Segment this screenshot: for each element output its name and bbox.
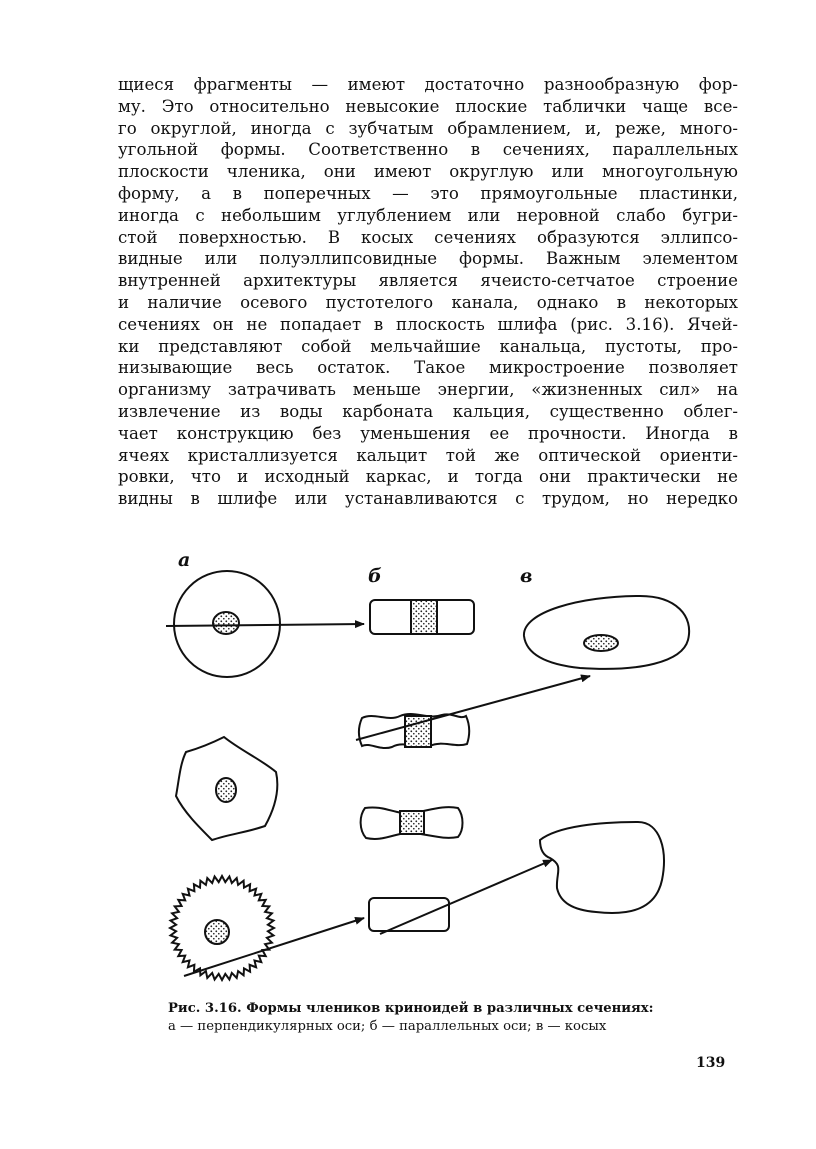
axial-canal [411, 600, 437, 634]
longitudinal-section [369, 898, 449, 931]
section-arrow [356, 676, 590, 740]
text-line: угольной формы. Соответственно в сечениях, параллельных [118, 140, 738, 160]
text-line: видны в шлифе или устанавливаются с трудом, но нередко [118, 489, 738, 509]
text-line: иногда с небольшим углублением или неровной слабо бугри- [118, 205, 738, 225]
text-line: видные или полуэллипсовидные формы. Важным элементом [118, 249, 738, 269]
caption-legend: а — перпендикулярных оси; б — параллельных оси; в — косых [168, 1019, 607, 1034]
text-line: сечениях он не попадает в плоскость шлифа (рис. 3.16). Ячей- [118, 314, 738, 334]
figure-caption [168, 1000, 728, 1036]
text-line: ровки, что и исходный каркас, и тогда они практически не [118, 467, 738, 487]
body-text [118, 74, 738, 510]
section-arrow [166, 624, 364, 626]
text-line: щиеся фрагменты — имеют достаточно разнообразную фор- [118, 75, 738, 94]
label-b: б [368, 565, 382, 587]
text-line: внутренней архитектуры является ячеисто-сетчатое строение [118, 271, 738, 291]
text-line: стой поверхностью. В косых сечениях образуются эллипсо- [118, 227, 738, 247]
axial-canal [213, 612, 239, 634]
text-line: извлечение из воды карбоната кальция, существенно облег- [118, 401, 738, 421]
text-line: го округлой, иногда с зубчатым обрамлением, и, реже, много- [118, 118, 738, 138]
axial-canal [205, 920, 229, 944]
text-line: организму затрачивать меньше энергии, «жизненных сил» на [118, 380, 738, 400]
text-line: низывающие весь остаток. Такое микростроение позволяет [118, 358, 738, 378]
crinoid-figure [150, 540, 710, 990]
text-line: плоскости членика, они имеют округлую или многоугольную [118, 162, 738, 182]
text-line: чает конструкцию без уменьшения ее прочности. Иногда в [118, 423, 738, 443]
text-line: ки представляют собой мельчайшие канальца, пустоты, про- [118, 336, 738, 356]
label-v: в [520, 565, 533, 587]
caption-title: Рис. 3.16. Формы члеников криноидей в различных сечениях: [168, 1001, 654, 1016]
text-line: му. Это относительно невысокие плоские таблички чаще все- [118, 96, 738, 116]
page-number: 139 [696, 1055, 726, 1071]
text-line: ячеях кристаллизуется кальцит той же оптической ориенти- [118, 445, 738, 465]
axial-canal [400, 811, 424, 834]
label-a: а [178, 549, 191, 571]
axial-canal [216, 778, 236, 802]
irregular-oblique-section [540, 822, 664, 913]
axial-canal [584, 635, 618, 651]
text-line: форму, а в поперечных — это прямоугольные пластинки, [118, 183, 738, 203]
text-line: и наличие осевого пустотелого канала, однако в некоторых [118, 292, 738, 312]
oblique-section [524, 596, 689, 669]
